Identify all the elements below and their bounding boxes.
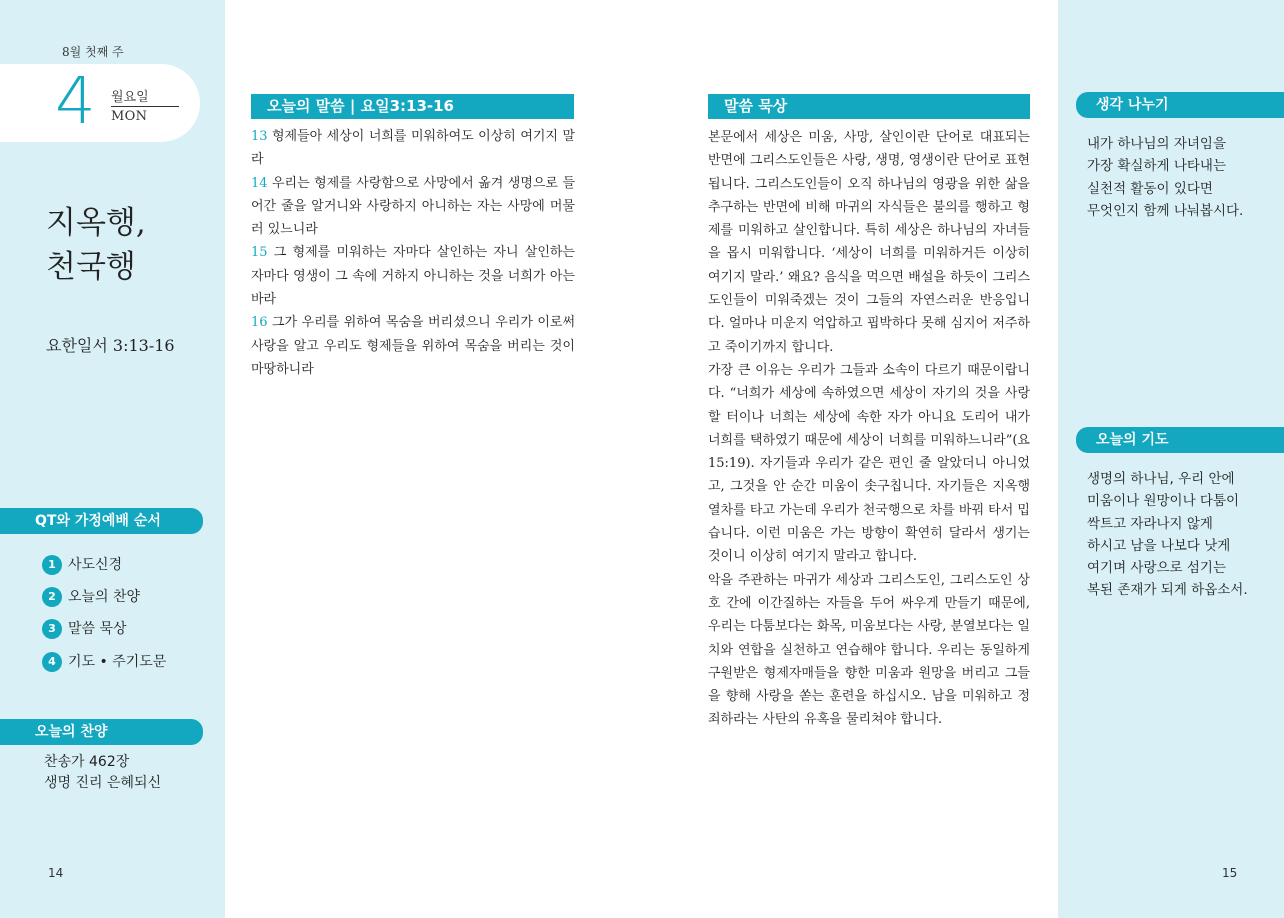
hymn-section-header: 오늘의 찬양 <box>0 719 203 745</box>
step-label: 오늘의 찬양 <box>68 589 141 605</box>
day-number: 4 <box>55 65 96 139</box>
share-section-header: 생각 나누기 <box>1076 92 1284 118</box>
prayer-text: 생명의 하나님, 우리 안에 미움이나 원망이나 다툼이 싹트고 자라나지 않게 하시고 남을 나보다 낫게 여기며 사랑으로 섬기는 복된 존재가 되게 하옵소서. <box>1087 471 1248 599</box>
step-label: 말씀 묵상 <box>68 621 127 637</box>
step-label: 기도 • 주기도문 <box>68 654 167 670</box>
page-title: 지옥행, 천국행 <box>46 205 146 285</box>
step-number-badge: 3 <box>42 619 62 639</box>
meditation-paragraph: 악을 주관하는 마귀가 세상과 그리스도인, 그리스도인 상호 간에 이간질하는 자들을 두어 싸우게 만들기 때문에, 우리는 다툼보다는 화목, 미움보다는 사랑, 분열보다는 일치와 연합을 실천하고 연습해야 합니다. 우리는 동일하게 구원받은 형제자매들을 향한 미움과 원망을 버리고 그들을 향해 사랑을 쏟는 훈련을 하십시오. 남을 미워하고 정죄하라는 사탄의 유혹을 물리쳐야 합니다. <box>708 572 1030 728</box>
day-of-week-english: MON <box>111 109 148 124</box>
step-number-badge: 1 <box>42 555 62 575</box>
verse-number: 16 <box>251 315 268 331</box>
order-step <box>42 619 127 639</box>
page-number-right: 15 <box>1222 866 1238 880</box>
step-number-badge: 4 <box>42 652 62 672</box>
verse-number: 13 <box>251 129 268 144</box>
week-label: 8월 첫째 주 <box>62 45 124 59</box>
verse-number: 15 <box>251 245 268 261</box>
prayer-section-header: 오늘의 기도 <box>1076 427 1284 453</box>
meditation-text <box>708 126 1030 732</box>
scripture-reference: 요한일서 3:13-16 <box>46 336 175 355</box>
date-divider <box>111 106 179 107</box>
verse-text: 그 형제를 미워하는 자마다 살인하는 자니 살인하는 자마다 영생이 그 속에 거하지 아니하는 것을 너희가 아는 바라 <box>251 245 575 308</box>
share-question: 내가 하나님의 자녀임을 가장 확실하게 나타내는 실천적 활동이 있다면 무엇인지 함께 나눠봅시다. <box>1087 136 1244 219</box>
verse-text: 우리는 형제를 사랑함으로 사망에서 옮겨 생명으로 들어간 줄을 알거니와 사랑하지 아니하는 자는 사망에 머물러 있느니라 <box>251 175 575 238</box>
order-step <box>42 587 140 607</box>
verse-text: 그가 우리를 위하여 목숨을 버리셨으니 우리가 이로써 사랑을 알고 우리도 형제들을 위하여 목숨을 버리는 것이 마땅하니라 <box>251 315 575 377</box>
meditation-header: 말씀 묵상 <box>708 94 1030 119</box>
verse-text: 형제들아 세상이 너희를 미워하여도 이상히 여기지 말라 <box>251 129 575 168</box>
order-step <box>42 555 122 575</box>
day-of-week-korean: 월요일 <box>111 90 149 105</box>
step-label: 사도신경 <box>68 557 123 573</box>
hymn-number: 찬송가 462장 <box>44 754 130 770</box>
hymn-title: 생명 진리 은혜되신 <box>44 775 162 791</box>
step-number-badge: 2 <box>42 587 62 607</box>
meditation-paragraph: 본문에서 세상은 미움, 사망, 살인이란 단어로 대표되는 반면에 그리스도인들은 사랑, 생명, 영생이란 단어로 표현됩니다. 그리스도인들이 오직 하나님의 영광을 위한 삶을 추구하는 반면에 비해 마귀의 자식들은 불의를 행하고 형제를 미워하고 살인합니다. 특히 세상은 하나님의 자녀들을 몹시 미워합니다. ‘세상이 너희를 미워하거든 이상히 여기지 말라.’ 왜요? 음식을 먹으면 배설을 하듯이 그리스도인들이 미워죽겠는 것이 그들의 자연스러운 반응입니다. 얼마나 미운지 억압하고 핍박하다 못해 심지어 저주하고 죽이기까지 합니다. <box>708 130 1030 355</box>
order-step <box>42 652 166 672</box>
scripture-header: 오늘의 말씀 | 요일3:13-16 <box>251 94 574 119</box>
order-section-header: QT와 가정예배 순서 <box>0 508 203 534</box>
meditation-paragraph: 가장 큰 이유는 우리가 그들과 소속이 다르기 때문이랍니다. “너희가 세상에 속하였으면 세상이 자기의 것을 사랑할 터이나 너희는 세상에 속한 자가 아니요 도리어 내가 너희를 택하였기 때문에 세상이 너희를 미워하느니라”(요15:19). 자기들과 우리가 같은 편인 줄 알았더니 아니었고, 그것을 안 순간 미움이 솟구칩니다. 자기들은 지옥행 열차를 타고 가는데 우리가 천국행으로 차를 바꿔 타서 밉습니다. 이런 미움은 가는 방향이 확연히 달라서 생기는 것이니 이상히 여기지 말라고 합니다. <box>708 362 1030 565</box>
date-badge <box>0 64 200 142</box>
verse-number: 14 <box>251 175 268 191</box>
scripture-text <box>251 125 575 381</box>
hymn-info <box>44 752 161 794</box>
page-number-left: 14 <box>48 866 64 880</box>
